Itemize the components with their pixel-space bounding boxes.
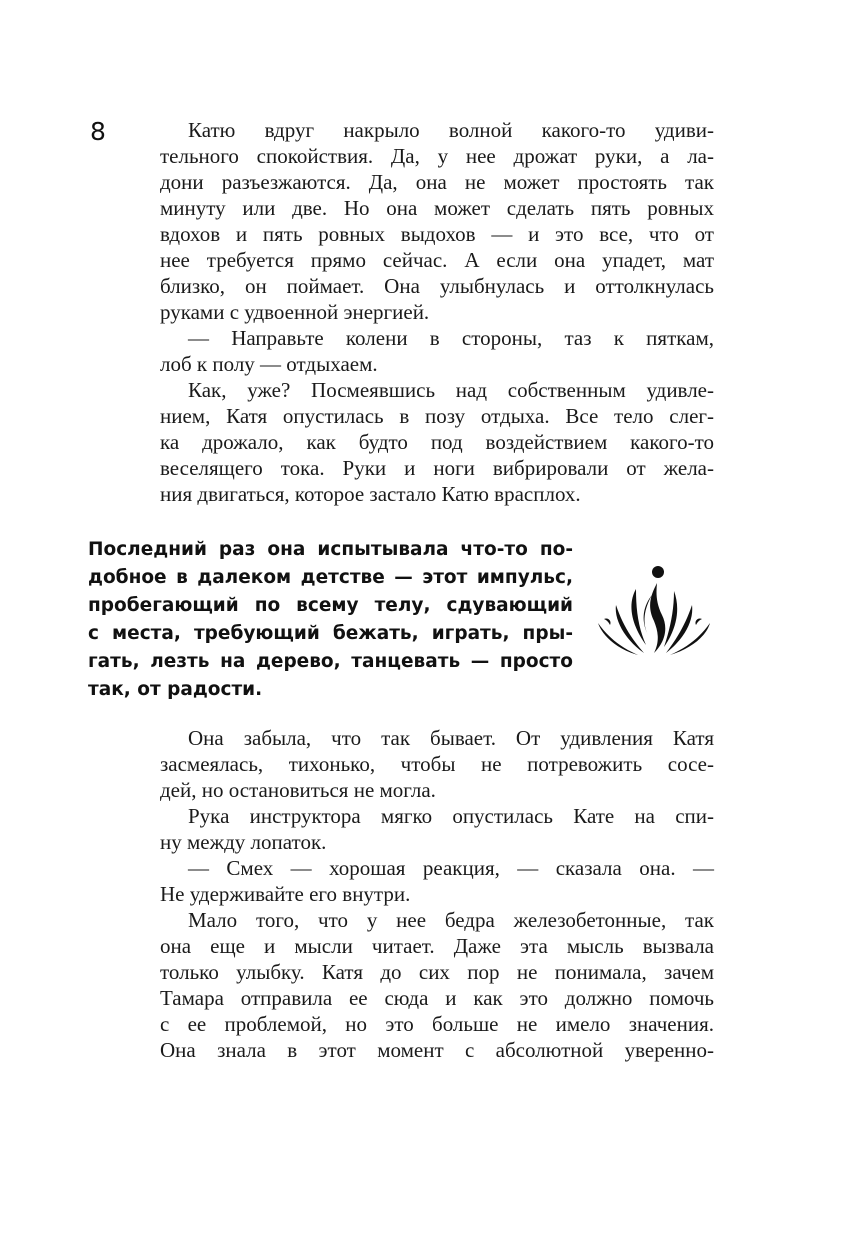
text-line: веселящего тока. Руки и ноги вибрировали от жела- xyxy=(160,456,714,480)
callout-line: пробегающий по всему телу, сдувающий xyxy=(88,595,573,616)
callout-line: Последний раз она испытывала что-то по- xyxy=(88,539,573,560)
text-line: нием, Катя опустилась в позу отдыха. Все тело слег- xyxy=(160,404,714,428)
text-line: близко, он поймает. Она улыбнулась и оттолкнулась xyxy=(160,274,714,298)
callout-line: с места, требующий бежать, играть, пры- xyxy=(88,623,573,644)
text-line: минуту или две. Но она может сделать пять ровных xyxy=(160,196,714,220)
text-line: с ее проблемой, но это больше не имело значения. xyxy=(160,1012,714,1036)
lotus-icon xyxy=(594,561,712,661)
text-line: вдохов и пять ровных выдохов — и это все, что от xyxy=(160,222,714,246)
text-line: — Смех — хорошая реакция, — сказала она. — xyxy=(188,856,714,880)
text-line: дей, но остановиться не могла. xyxy=(160,778,436,802)
text-line: Она знала в этот момент с абсолютной уверенно- xyxy=(160,1038,714,1062)
callout-line: гать, лезть на дерево, танцевать — просто xyxy=(88,651,573,672)
text-line: ка дрожало, как будто под воздействием какого-то xyxy=(160,430,714,454)
text-line: тельного спокойствия. Да, у нее дрожат руки, а ла- xyxy=(160,144,714,168)
text-line: только улыбку. Катя до сих пор не понимала, зачем xyxy=(160,960,714,984)
text-line: Рука инструктора мягко опустилась Кате на спи- xyxy=(188,804,714,828)
text-line: Мало того, что у нее бедра железобетонные, так xyxy=(188,908,714,932)
text-line: она еще и мысли читает. Даже эта мысль вызвала xyxy=(160,934,714,958)
text-line: Она забыла, что так бывает. От удивления Катя xyxy=(188,726,714,750)
text-line: Не удерживайте его внутри. xyxy=(160,882,411,906)
text-line: ния двигаться, которое застало Катю врасплох. xyxy=(160,482,581,506)
text-line: нее требуется прямо сейчас. А если она упадет, мат xyxy=(160,248,714,272)
text-line: Катю вдруг накрыло волной какого-то удиви- xyxy=(188,118,714,142)
text-line: лоб к полу — отдыхаем. xyxy=(160,352,378,376)
text-line: руками с удвоенной энергией. xyxy=(160,300,430,324)
text-line: дони разъезжаются. Да, она не может простоять так xyxy=(160,170,714,194)
text-line: — Направьте колени в стороны, таз к пяткам, xyxy=(188,326,714,350)
text-line: Как, уже? Посмеявшись над собственным удивле- xyxy=(188,378,714,402)
text-line: засмеялась, тихонько, чтобы не потревожить сосе- xyxy=(160,752,714,776)
callout-line: добное в далеком детстве — этот импульс, xyxy=(88,567,573,588)
text-line: ну между лопаток. xyxy=(160,830,327,854)
callout-line: так, от радости. xyxy=(88,679,263,700)
page-number: 8 xyxy=(90,117,106,146)
text-line: Тамара отправила ее сюда и как это должно помочь xyxy=(160,986,714,1010)
